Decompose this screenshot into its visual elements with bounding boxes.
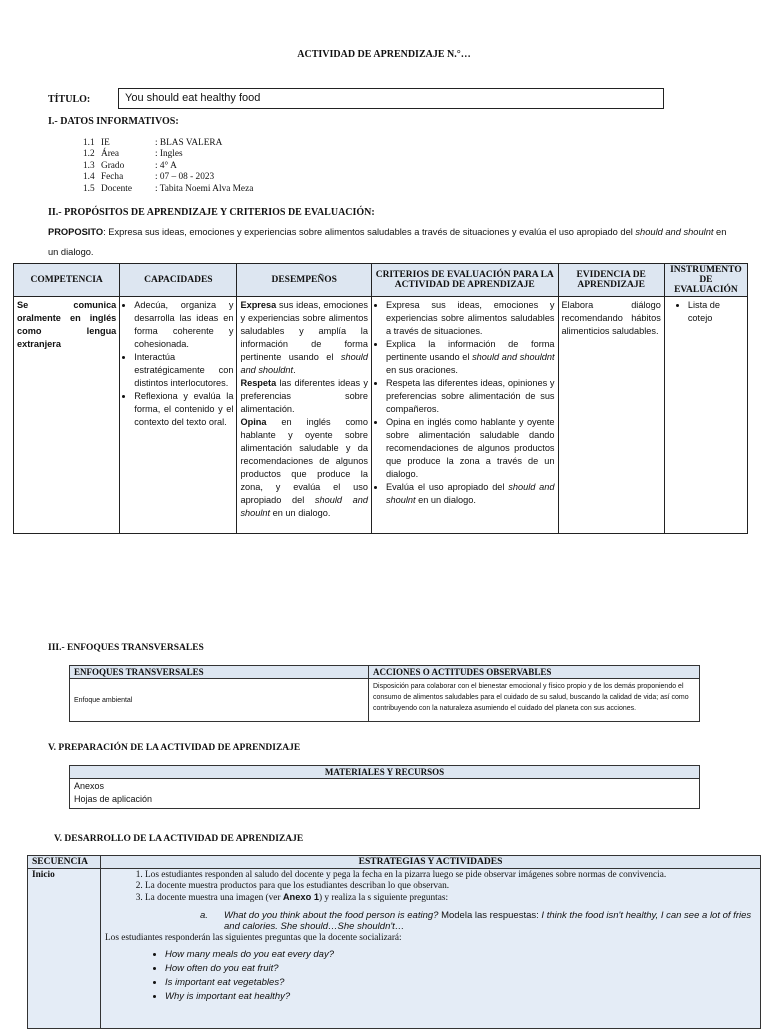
step-item: 2. La docente muestra productos para que los estudiantes describan lo que observan. (145, 881, 756, 892)
steps-list (105, 870, 756, 904)
header-acciones: ACCIONES O ACTITUDES OBSERVABLES (369, 666, 700, 679)
enfoques-row (70, 679, 700, 722)
dato-value: : Tabita Noemi Alva Meza (155, 183, 254, 194)
header-competencia: COMPETENCIA (14, 264, 120, 297)
question-item: • Is important eat vegetables? (165, 976, 756, 990)
capacidad-item: • Adecúa, organiza y desarrolla las ideas en forma coherente y cohesionada. (134, 299, 233, 351)
capacidad-item: • Reflexiona y evalúa la forma, el contenido y el contexto del texto oral. (134, 390, 233, 429)
dato-key: Grado (101, 160, 125, 171)
step3-text-c: ) y realiza la s siguiente preguntas: (319, 893, 449, 903)
header-materiales: MATERIALES Y RECURSOS (70, 766, 700, 779)
criterios-list (375, 299, 555, 507)
dato-row (83, 149, 253, 160)
materiales-header-row (70, 766, 700, 779)
dato-num: 1.5 (83, 183, 95, 194)
sub-question-a (200, 910, 756, 932)
dato-row (83, 172, 253, 183)
criterio-item: • Opina en inglés como hablante y oyente sobre alimentación saludable dando recomendaciones de algunos productos que produce la zona a través de un dialogo. (386, 416, 555, 481)
secuencia-header-row (28, 856, 761, 869)
enfoque-cell: Enfoque ambiental (70, 679, 369, 722)
step3-text-a: La docente muestra una imagen (ver (145, 893, 283, 903)
competency-header-row (14, 264, 748, 297)
inicio-row (28, 869, 761, 1029)
section-3-title: III.- ENFOQUES TRANSVERSALES (48, 643, 204, 653)
titulo-value: You should eat healthy food (125, 92, 261, 104)
inicio-cell: Inicio (28, 869, 101, 1029)
page-heading: ACTIVIDAD DE APRENDIZAJE N.°… (297, 49, 471, 60)
dato-row (83, 161, 253, 172)
material-item: Hojas de aplicación (74, 794, 153, 804)
desempeno-italic-1: should and shouldnt (240, 352, 368, 375)
dato-value: : Ingles (155, 149, 183, 160)
criterio-item: • Respeta las diferentes ideas, opiniones y preferencias sobre alimentación de sus compañeros. (386, 377, 555, 416)
dato-key: IE (101, 138, 110, 148)
desempeno-text-1: sus ideas, emociones y experiencias sobre alimentos saludables y amplía la información de forma pertinente usando el (240, 300, 368, 362)
evidencia-cell: Elabora diálogo recomendando hábitos alimenticios saludables. (558, 297, 664, 534)
desempeno-text-3: en inglés como hablante y oyente sobre alimentación saludable y da recomendaciones de algunos productos que produce la zona, y evalúa el uso apropiado del (240, 417, 368, 505)
datos-informativos (83, 138, 253, 195)
header-secuencia: SECUENCIA (28, 856, 101, 869)
intro-questions: Los estudiantes responderán las siguientes preguntas que la docente socializará: (105, 933, 402, 943)
proposito-text: : Expresa sus ideas, emociones y experiencias sobre alimentos saludables a través de situaciones y evalúa el uso apropiado del (103, 227, 636, 237)
enfoques-table (69, 665, 700, 722)
desempeno-respeta: Respeta (240, 378, 277, 388)
anexo-reference: Anexo 1 (282, 892, 320, 902)
desempeno-italic-3: should and shoulnt (240, 495, 368, 518)
criterio-item: • Evalúa el uso apropiado del should and shoulnt en un dialogo. (386, 481, 555, 507)
instrumento-cell (664, 297, 747, 534)
section-2-title: II.- PROPÓSITOS DE APRENDIZAJE Y CRITERIOS DE EVALUACIÓN: (48, 207, 375, 218)
question-item: • How often do you eat fruit? (165, 962, 756, 976)
section-1-title: I.- DATOS INFORMATIVOS: (48, 116, 179, 127)
competencia-cell: Se comunica oralmente en inglés como lengua extranjera (14, 297, 120, 534)
section-5-title: V. DESARROLLO DE LA ACTIVIDAD DE APRENDIZAJE (54, 834, 304, 844)
section-4-title: V. PREPARACIÓN DE LA ACTIVIDAD DE APRENDIZAJE (48, 743, 301, 753)
dato-key: Docente (101, 183, 132, 194)
instrumento-item: • Lista de cotejo (688, 299, 744, 325)
proposito-paragraph (48, 222, 728, 262)
desempeno-expresa: Expresa (240, 300, 277, 310)
proposito-label: PROPOSITO (48, 227, 104, 237)
instrumento-list (668, 299, 744, 325)
proposito-italic: should and shoulnt (635, 227, 714, 237)
question-item: • How many meals do you eat every day? (165, 948, 756, 962)
titulo-label: TÍTULO: (48, 94, 91, 105)
materiales-row (70, 779, 700, 809)
criterio-item: • Expresa sus ideas, emociones y experiencias sobre alimentos saludables a través de situaciones. (386, 299, 555, 338)
competency-table (13, 263, 748, 534)
dato-num: 1.4 (83, 172, 95, 183)
secuencia-table (27, 855, 761, 1029)
material-item: Anexos (74, 781, 105, 791)
sub-a-answer: I think the food isn't healthy, I can see a lot of fries and calories. She should…She shouldn't… (224, 910, 752, 932)
capacidad-item: • Interactúa estratégicamente con distintos interlocutores. (134, 351, 233, 390)
header-evidencia: EVIDENCIA DE APRENDIZAJE (558, 264, 664, 297)
desempeno-opina: Opina (240, 417, 267, 427)
dato-row (83, 184, 253, 195)
estrategias-cell (101, 869, 761, 1029)
criterio-item: • Explica la información de forma pertinente usando el should and shouldnt en sus oraciones. (386, 338, 555, 377)
step-item (145, 892, 756, 904)
header-instrumento: INSTRUMENTO DE EVALUACIÓN (664, 264, 747, 297)
enfoques-header-row (70, 666, 700, 679)
acciones-cell: Disposición para colaborar con el bienestar emocional y físico propio y de los demás proponiendo el consumo de alimentos saludables para el cuidado de su salud, buscando la calidad de vida; así como contribuyendo con la naturaleza asumiendo el cuidado del planeta con sus acciones. (369, 679, 700, 722)
sub-a-model: Modela las respuestas: (438, 910, 542, 921)
titulo-field[interactable] (118, 88, 664, 109)
competency-row (14, 297, 748, 534)
header-capacidades: CAPACIDADES (120, 264, 237, 297)
dato-num: 1.1 (83, 138, 95, 148)
header-criterios: CRITERIOS DE EVALUACIÓN PARA LA ACTIVIDAD DE APRENDIZAJE (371, 264, 558, 297)
sub-a-question: What do you think about the food person is eating? (224, 910, 439, 921)
dato-key: Área (101, 149, 120, 160)
sub-a-label: a. (200, 910, 208, 921)
materiales-cell (70, 779, 700, 809)
dato-value: : BLAS VALERA (155, 138, 223, 148)
criterios-cell (371, 297, 558, 534)
desempeno-text-2: las diferentes ideas y preferencias sobre alimentación. (240, 378, 368, 414)
desempenos-cell (237, 297, 372, 534)
materiales-table (69, 765, 700, 809)
header-estrategias: ESTRATEGIAS Y ACTIVIDADES (101, 856, 761, 869)
desempeno-text-1b: . (293, 365, 296, 375)
proposito-end: en un dialogo. (48, 227, 727, 257)
header-enfoques: ENFOQUES TRANSVERSALES (70, 666, 369, 679)
dato-key: Fecha (101, 172, 124, 183)
desempeno-text-3b: en un dialogo. (270, 508, 331, 518)
question-item: • Why is important eat healthy? (165, 990, 756, 1004)
dato-value: : 07 – 08 - 2023 (155, 172, 215, 183)
dato-num: 1.2 (83, 149, 95, 160)
dato-num: 1.3 (83, 160, 95, 171)
questions-list (105, 948, 756, 1004)
header-desempenos: DESEMPEÑOS (237, 264, 372, 297)
dato-row (83, 138, 253, 149)
capacidades-list (123, 299, 233, 429)
capacidades-cell (120, 297, 237, 534)
step-item: 1. Los estudiantes responden al saludo del docente y pega la fecha en la pizarra luego se pide observar imágenes sobre normas de convivencia. (145, 870, 756, 881)
dato-value: : 4° A (155, 160, 177, 171)
